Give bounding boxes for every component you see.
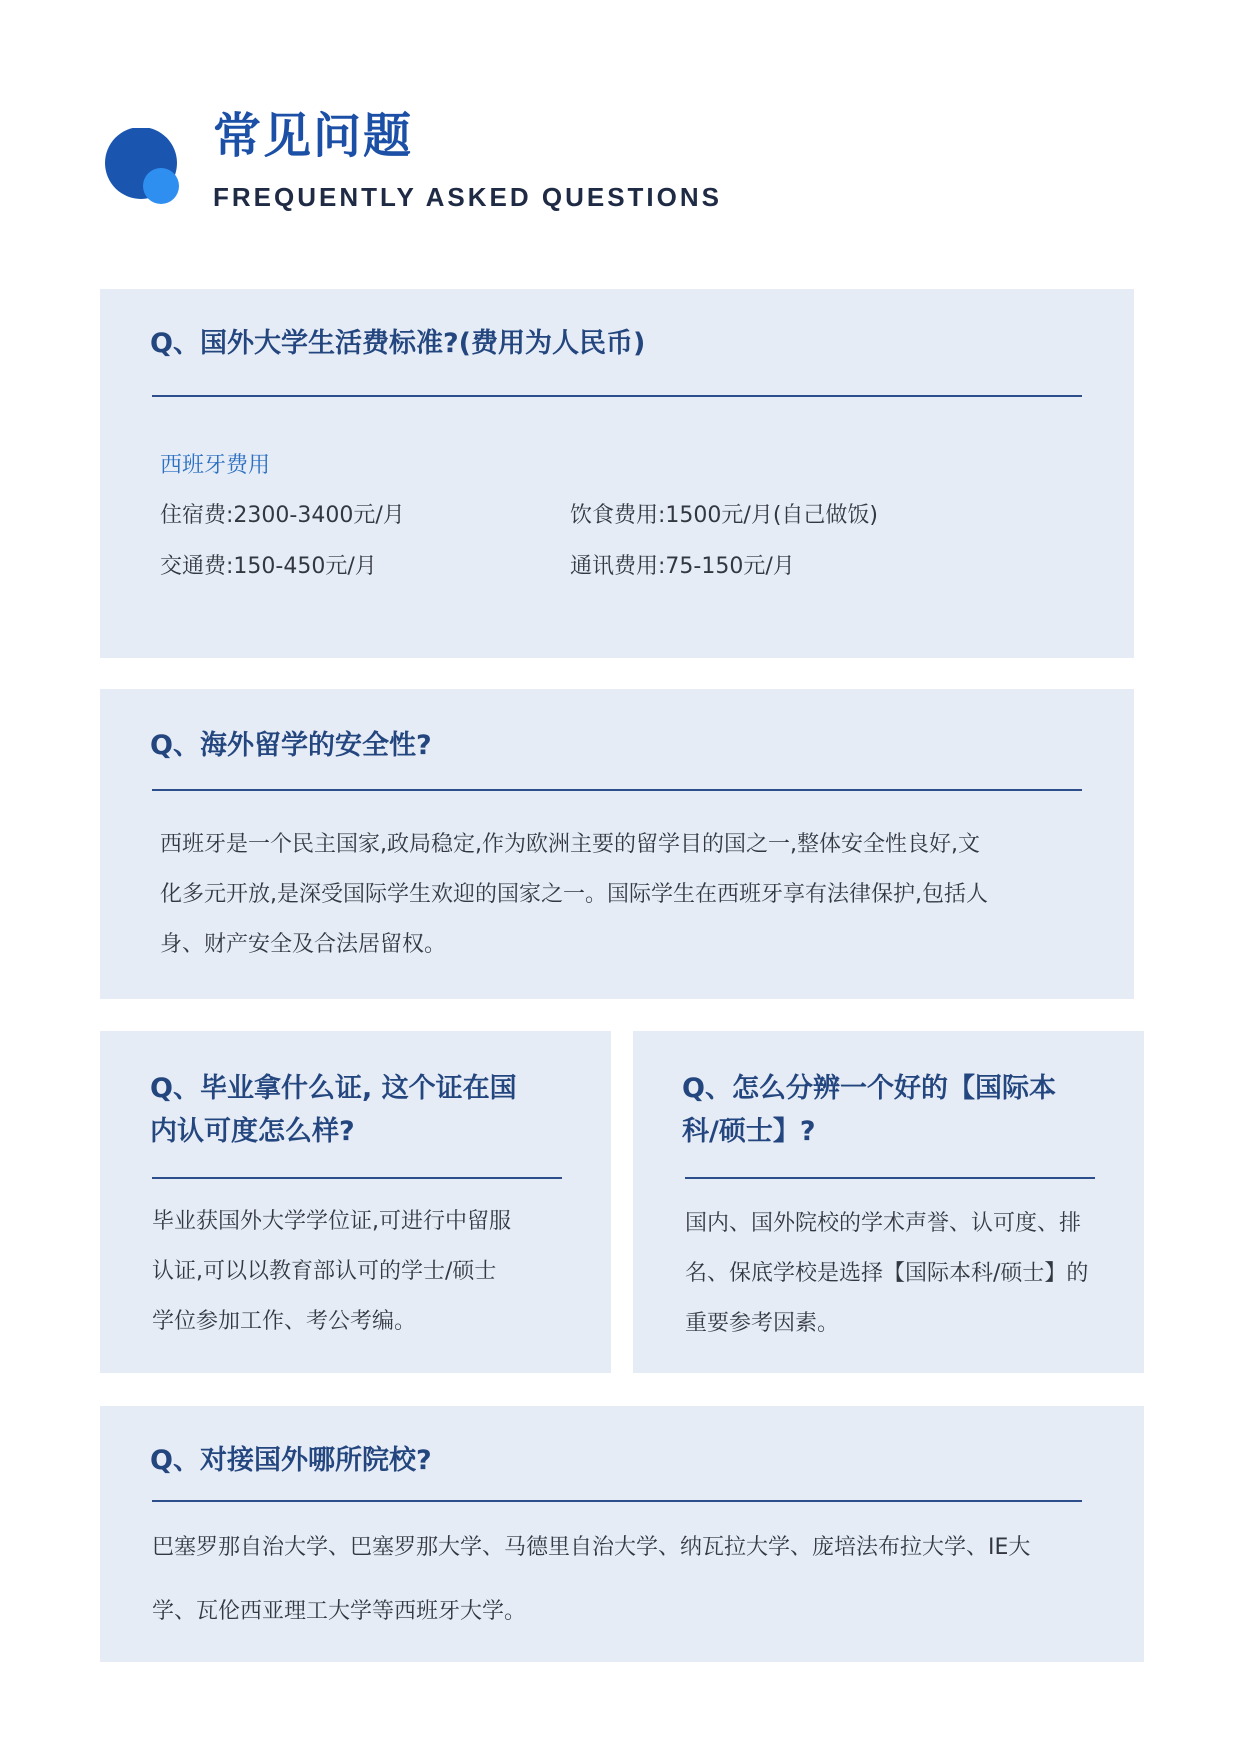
divider <box>152 789 1082 791</box>
answer-line: 化多元开放,是深受国际学生欢迎的国家之一。国际学生在西班牙享有法律保护,包括人 <box>160 882 988 907</box>
answer-line: 国内、国外院校的学术声誉、认可度、排 <box>685 1211 1082 1236</box>
divider <box>152 1177 562 1179</box>
faq-answer <box>160 820 988 970</box>
faq-question: Q、海外留学的安全性? <box>150 730 432 761</box>
cost-transport: 交通费:150-450元/月 <box>160 554 377 579</box>
answer-line: 身、财产安全及合法居留权。 <box>160 932 447 957</box>
question-line: 内认可度怎么样? <box>150 1116 355 1147</box>
cost-communication: 通讯费用:75-150元/月 <box>570 554 795 579</box>
answer-line: 西班牙是一个民主国家,政局稳定,作为欧洲主要的留学目的国之一,整体安全性良好,文 <box>160 832 980 857</box>
cost-food: 饮食费用:1500元/月(自己做饭) <box>570 503 878 528</box>
faq-question: Q、对接国外哪所院校? <box>150 1445 432 1476</box>
cost-accommodation: 住宿费:2300-3400元/月 <box>160 503 405 528</box>
cost-subtitle: 西班牙费用 <box>160 453 271 478</box>
faq-answer <box>152 1516 1030 1644</box>
faq-question: Q、国外大学生活费标准?(费用为人民币) <box>150 328 646 359</box>
answer-line: 学、瓦伦西亚理工大学等西班牙大学。 <box>152 1599 527 1624</box>
answer-line: 重要参考因素。 <box>685 1311 840 1336</box>
divider <box>152 1500 1082 1502</box>
faq-answer <box>152 1197 511 1347</box>
answer-line: 名、保底学校是选择【国际本科/硕士】的 <box>685 1261 1089 1286</box>
page-subtitle: FREQUENTLY ASKED QUESTIONS <box>213 182 722 212</box>
divider <box>152 395 1082 397</box>
answer-line: 毕业获国外大学学位证,可进行中留服 <box>152 1209 511 1234</box>
answer-line: 巴塞罗那自治大学、巴塞罗那大学、马德里自治大学、纳瓦拉大学、庞培法布拉大学、IE大 <box>152 1535 1031 1560</box>
question-line: Q、怎么分辨一个好的【国际本 <box>682 1073 1056 1104</box>
faq-question <box>150 1067 517 1153</box>
page-title: 常见问题 <box>213 108 414 164</box>
faq-logo-icon <box>104 128 184 208</box>
answer-line: 学位参加工作、考公考编。 <box>152 1309 417 1334</box>
faq-answer <box>685 1199 1088 1349</box>
question-line: 科/硕士】? <box>682 1116 816 1147</box>
answer-line: 认证,可以以教育部认可的学士/硕士 <box>152 1259 497 1284</box>
divider <box>685 1177 1095 1179</box>
faq-question <box>682 1067 1056 1153</box>
question-line: Q、毕业拿什么证, 这个证在国 <box>150 1073 517 1104</box>
